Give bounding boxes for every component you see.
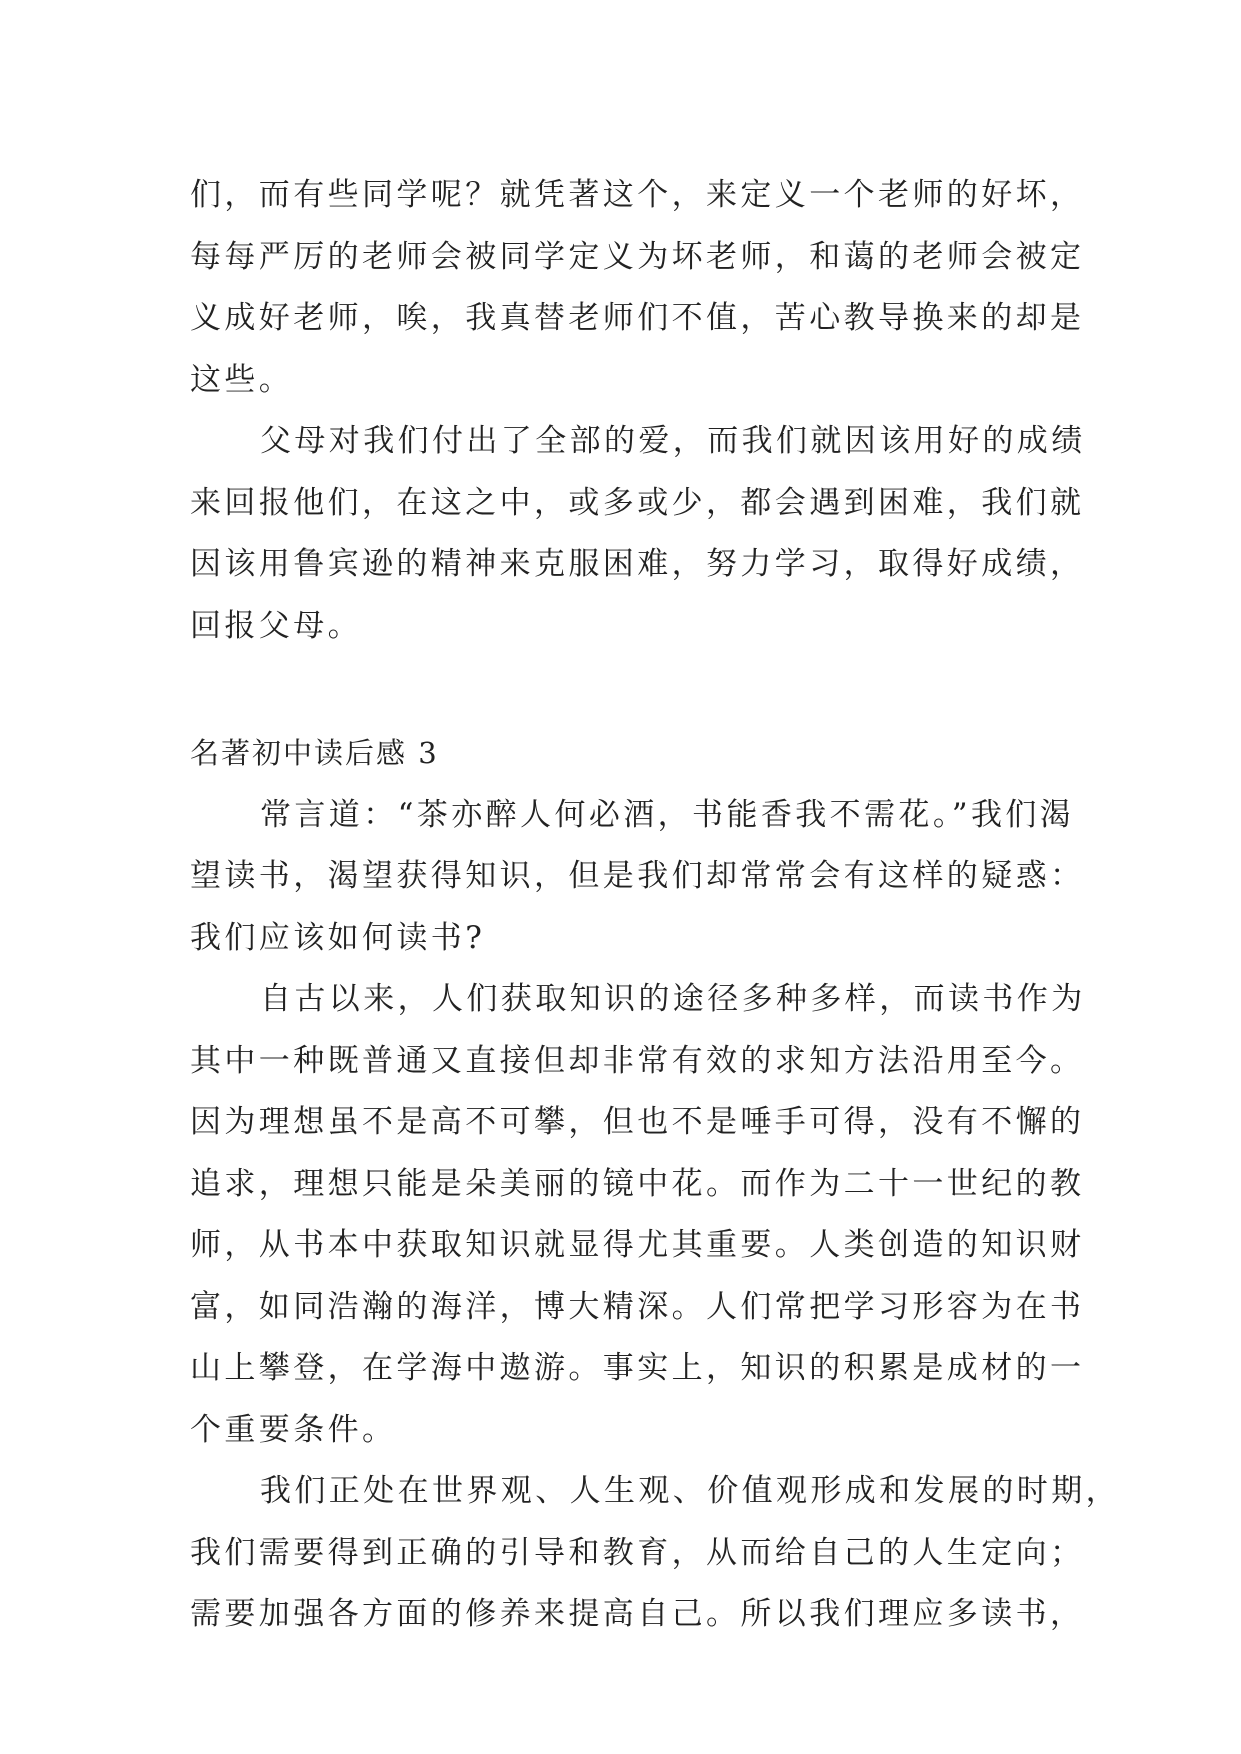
text-line: 这些。 — [190, 361, 294, 398]
section-spacer — [190, 657, 1070, 723]
text-line: 师，从书本中获取知识就显得尤其重要。人类创造的知识财 — [190, 1227, 1085, 1263]
text-line: 义成好老师，唉，我真替老师们不值，苦心教导换来的却是 — [190, 300, 1085, 336]
paragraph — [190, 785, 1085, 970]
text-line: 常言道：“茶亦醉人何必酒，书能香我不需花。”我们渴 — [260, 796, 1075, 833]
text-line: 我们需要得到正确的引导和教育，从而给自己的人生定向； — [190, 1534, 1085, 1571]
text-line: 追求，理想只能是朵美丽的镜中花。而作为二十一世纪的教 — [190, 1165, 1085, 1202]
paragraph — [190, 411, 1086, 657]
text-line: 山上攀登，在学海中遨游。事实上，知识的积累是成材的一 — [190, 1350, 1085, 1386]
text-line: 其中一种既普通又直接但却非常有效的求知方法沿用至今。 — [190, 1042, 1085, 1079]
text-line: 我们应该如何读书? — [190, 919, 486, 956]
paragraph — [190, 969, 1086, 1461]
text-line: 富，如同浩瀚的海洋，博大精深。人们常把学习形容为在书 — [190, 1288, 1085, 1325]
paragraph — [190, 1461, 1120, 1646]
text-line: 们，而有些同学呢？就凭著这个，来定义一个老师的好坏， — [190, 177, 1085, 213]
text-line: 父母对我们付出了全部的爱，而我们就因该用好的成绩 — [260, 423, 1086, 459]
text-line: 需要加强各方面的修养来提高自己。所以我们理应多读书， — [190, 1596, 1085, 1632]
section-heading: 名著初中读后感 3 — [190, 736, 439, 770]
text-line: 回报父母。 — [190, 607, 362, 644]
text-line: 因该用鲁宾逊的精神来克服困难，努力学习，取得好成绩， — [190, 546, 1085, 582]
text-line: 我们正处在世界观、人生观、价值观形成和发展的时期， — [260, 1473, 1120, 1509]
text-line: 每每严厉的老师会被同学定义为坏老师，和蔼的老师会被定 — [190, 238, 1085, 275]
document-page — [190, 165, 1120, 1646]
text-line: 个重要条件。 — [190, 1411, 397, 1448]
text-line: 自古以来，人们获取知识的途径多种多样，而读书作为 — [260, 981, 1086, 1017]
text-line: 来回报他们，在这之中，或多或少，都会遇到困难，我们就 — [190, 484, 1085, 521]
paragraph — [190, 165, 1085, 411]
text-line: 因为理想虽不是高不可攀，但也不是唾手可得，没有不懈的 — [190, 1104, 1085, 1140]
text-line: 望读书，渴望获得知识，但是我们却常常会有这样的疑惑： — [190, 858, 1085, 894]
